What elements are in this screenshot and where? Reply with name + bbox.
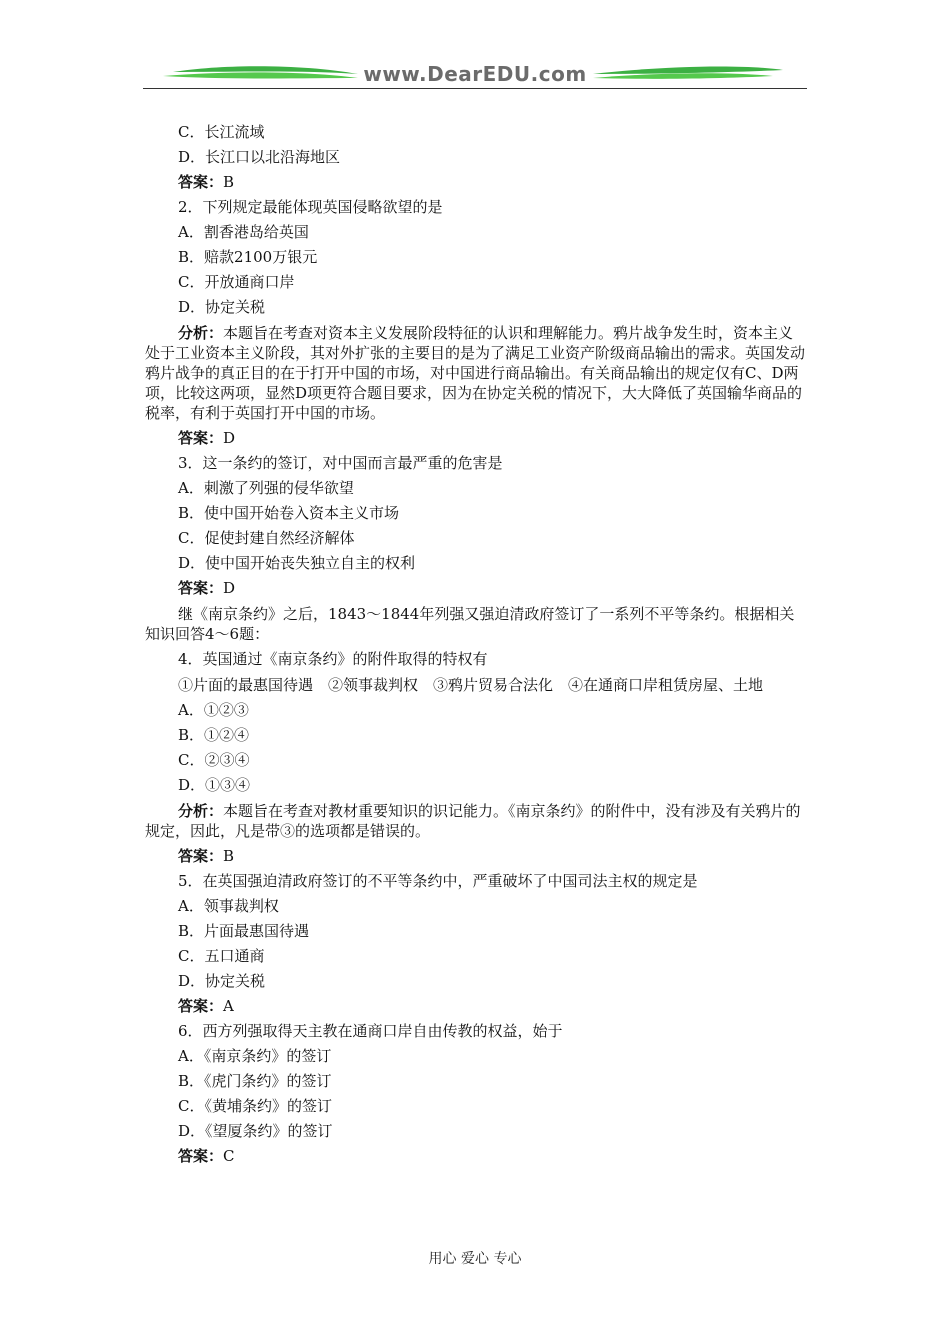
text-line: B．片面最惠国待遇 <box>178 922 310 940</box>
text-line: B．使中国开始卷入资本主义市场 <box>178 504 400 522</box>
text-line: C．开放通商口岸 <box>178 273 295 291</box>
text-line: A．领事裁判权 <box>178 897 279 915</box>
analysis-paragraph <box>145 798 808 844</box>
text-line: 3．这一条约的签订，对中国而言最严重的危害是 <box>178 454 503 472</box>
text-line: C．五口通商 <box>178 947 265 965</box>
answer-line <box>178 170 808 195</box>
answer-line <box>178 576 808 601</box>
answer-label: 答案： <box>178 429 224 447</box>
text-line: C．②③④ <box>178 751 250 769</box>
text-line: A．①②③ <box>178 701 249 719</box>
text-line: D．长江口以北沿海地区 <box>178 148 341 166</box>
text-line: B．①②④ <box>178 726 250 744</box>
answer-line <box>178 844 808 869</box>
text-line: A．割香港岛给英国 <box>178 223 309 241</box>
text-line: C．长江流域 <box>178 123 265 141</box>
text-paragraph: ①片面的最惠国待遇 ②领事裁判权 ③鸦片贸易合法化 ④在通商口岸租赁房屋、土地 <box>178 676 764 694</box>
text-line: D．协定关税 <box>178 972 266 990</box>
answer-value: D <box>223 579 236 597</box>
answer-label: 答案： <box>178 997 224 1015</box>
text-line: 5．在英国强迫清政府签订的不平等条约中，严重破坏了中国司法主权的规定是 <box>178 872 698 890</box>
text-line: 6．西方列强取得天主教在通商口岸自由传教的权益，始于 <box>178 1022 563 1040</box>
answer-value: B <box>223 173 235 191</box>
page-header <box>143 58 807 92</box>
answer-label: 答案： <box>178 579 224 597</box>
text-line: B．《虎门条约》的签订 <box>178 1072 332 1090</box>
answer-line <box>178 994 808 1019</box>
document-body <box>145 120 808 1169</box>
answer-label: 答案： <box>178 1147 224 1165</box>
text-paragraph: 继《南京条约》之后，1843～1844年列强又强迫清政府签订了一系列不平等条约。根据相关知识回答4～6题： <box>145 605 795 643</box>
header-divider <box>143 88 807 89</box>
text-line: C．促使封建自然经济解体 <box>178 529 355 547</box>
answer-line <box>178 426 808 451</box>
text-line: 4．英国通过《南京条约》的附件取得的特权有 <box>178 650 488 668</box>
site-url: www.DearEDU.com <box>363 62 587 86</box>
analysis-label: 分析： <box>178 324 224 342</box>
text-line: A．《南京条约》的签订 <box>178 1047 332 1065</box>
answer-line <box>178 1144 808 1169</box>
answer-value: B <box>223 847 235 865</box>
analysis-text: 本题旨在考查对教材重要知识的识记能力。《南京条约》的附件中，没有涉及有关鸦片的规定，因此，凡是带③的选项都是错误的。 <box>145 802 801 840</box>
analysis-paragraph <box>145 320 808 426</box>
text-line: B．赔款2100万银元 <box>178 248 318 266</box>
text-line: A．刺激了列强的侵华欲望 <box>178 479 354 497</box>
page-footer: 用心 爱心 专心 <box>428 1251 522 1267</box>
text-line: C．《黄埔条约》的签订 <box>178 1097 332 1115</box>
answer-value: A <box>223 997 234 1015</box>
answer-label: 答案： <box>178 173 224 191</box>
answer-value: C <box>223 1147 235 1165</box>
text-line: D．使中国开始丧失独立自主的权利 <box>178 554 416 572</box>
analysis-text: 本题旨在考查对资本主义发展阶段特征的认识和理解能力。鸦片战争发生时，资本主义处于工业资本主义阶段，其对外扩张的主要目的是为了满足工业资产阶级商品输出的需求。英国发动鸦片战争的真正目的在于打开中国的市场，对中国进行商品输出。有关商品输出的规定仅有C、D两项，比较这两项，显然D项更符合题目要求，因为在协定关税的情况下，大大降低了英国输华商品的税率，有利于英国打开中国的市场。 <box>145 324 806 422</box>
text-line: D．①③④ <box>178 776 251 794</box>
text-line: 2．下列规定最能体现英国侵略欲望的是 <box>178 198 443 216</box>
text-line: D．《望厦条约》的签订 <box>178 1122 333 1140</box>
answer-value: D <box>223 429 236 447</box>
analysis-label: 分析： <box>178 802 224 820</box>
answer-label: 答案： <box>178 847 224 865</box>
text-line: D．协定关税 <box>178 298 266 316</box>
